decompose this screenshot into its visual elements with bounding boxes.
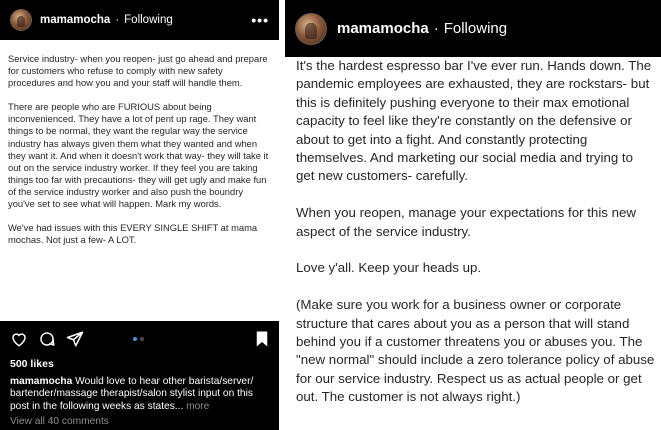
carousel-indicator bbox=[133, 337, 144, 341]
username-link[interactable]: mamamocha bbox=[337, 20, 429, 37]
slide-paragraph: Service industry- when you reopen- just go ahead and prepare for customers who refuse to comply with new safety procedures and how you and your staff will handle them. bbox=[8, 53, 268, 89]
view-comments-link[interactable]: View all 40 comments bbox=[10, 416, 109, 427]
heart-icon[interactable] bbox=[10, 330, 28, 348]
post-caption bbox=[10, 376, 272, 413]
avatar[interactable] bbox=[10, 9, 32, 31]
separator-dot: · bbox=[433, 20, 439, 37]
more-dots-icon[interactable]: ••• bbox=[251, 12, 269, 28]
post-header bbox=[0, 0, 279, 40]
separator-dot: · bbox=[115, 14, 120, 26]
following-status[interactable]: Following bbox=[443, 20, 508, 37]
post-slide-text bbox=[285, 57, 661, 430]
left-post-screenshot bbox=[0, 0, 279, 430]
slide-paragraph: There are people who are FURIOUS about being inconvenienced. They have a lot of pent up rage. They want things to be normal, they want the regular way the service industry has always given them what they wanted and when they want it. And when it doesn't work that way- they will take it out on the service industry worker. If they feel you are taking things too far with precautions- they will get ugly and make fun of the service industry worker and also push the boundry you've set to see what will happen. Mark my words. bbox=[8, 101, 269, 210]
slide-paragraph: Love y'all. Keep your heads up. bbox=[296, 260, 482, 276]
likes-count[interactable]: 500 likes bbox=[10, 358, 54, 370]
caption-username[interactable]: mamamocha bbox=[10, 376, 73, 387]
bookmark-icon[interactable] bbox=[253, 330, 271, 348]
right-post-screenshot bbox=[285, 0, 661, 430]
caption-more-link[interactable]: more bbox=[186, 400, 210, 412]
post-header bbox=[285, 0, 661, 57]
share-icon[interactable] bbox=[66, 330, 84, 348]
username-link[interactable]: mamamocha bbox=[40, 14, 111, 26]
avatar[interactable] bbox=[295, 13, 327, 45]
following-status[interactable]: Following bbox=[124, 14, 173, 26]
carousel-dot-active bbox=[133, 337, 137, 341]
caption-text: Would love to hear other barista/server/ bartender/massage therapist/salon stylist input on this post in the following weeks as states... bbox=[10, 376, 254, 412]
carousel-dot bbox=[140, 337, 144, 341]
slide-paragraph: It's the hardest espresso bar I've ever run. Hands down. The pandemic employees are exhausted, they are rockstars- but this is definitely pushing everyone to their max emotional capacity to feel like they're constantly on the defensive or about to get into a fight. And constantly protecting themselves. And marketing our social media and trying to get new customers- carefully. bbox=[296, 58, 652, 184]
slide-paragraph: We've had issues with this EVERY SINGLE SHIFT at mama mochas. Not just a few- A LOT. bbox=[8, 222, 258, 246]
slide-paragraph: (Make sure you work for a business owner or corporate structure that cares about you as a person that will stand behind you if a customer threatens you or abuses you. The "new normal" should include a zero tolerance policy of abuse for our service industry. Respect us as actual people or get out. The customer is not always right.) bbox=[296, 297, 655, 405]
comment-icon[interactable] bbox=[38, 330, 56, 348]
post-slide-text bbox=[0, 40, 279, 321]
slide-paragraph: When you reopen, manage your expectations for this new aspect of the service industry. bbox=[296, 205, 637, 239]
